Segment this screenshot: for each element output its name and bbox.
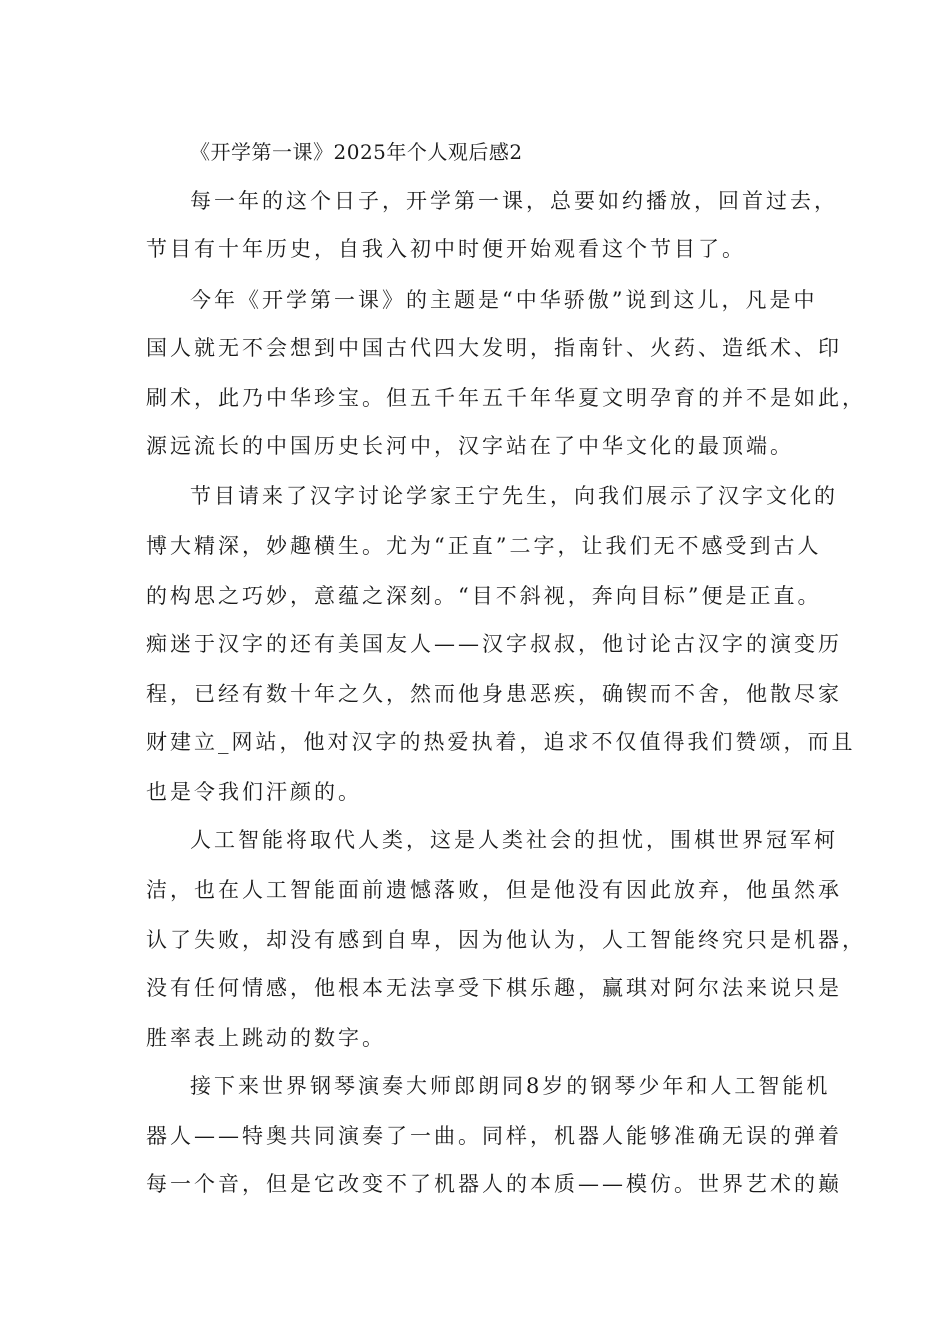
paragraph-5-line-2: 器人——特奥共同演奏了一曲。同样，机器人能够准确无误的弹着: [146, 1124, 842, 1148]
paragraph-4-line-2: 洁，也在人工智能面前遗憾落败，但是他没有因此放弃，他虽然承: [146, 878, 842, 902]
paragraph-3-line-2: 博大精深，妙趣横生。尤为“正直”二字，让我们无不感受到古人: [146, 534, 822, 558]
paragraph-3-line-5: 程，已经有数十年之久，然而他身患恶疾，确锲而不舍，他散尽家: [146, 682, 842, 706]
paragraph-3-line-6: 财建立_网站，他对汉字的热爱执着，追求不仅值得我们赞颂，而且: [146, 730, 856, 754]
paragraph-3-line-7: 也是令我们汗颜的。: [146, 780, 362, 804]
paragraph-3-line-1: 节目请来了汉字讨论学家王宁先生，向我们展示了汉字文化的: [190, 484, 838, 508]
paragraph-2-line-2: 国人就无不会想到中国古代四大发明，指南针、火药、造纸术、印: [146, 336, 842, 360]
paragraph-4-line-3: 认了失败，却没有感到自卑，因为他认为，人工智能终究只是机器，: [146, 928, 866, 952]
paragraph-1-line-2: 节目有十年历史，自我入初中时便开始观看这个节目了。: [146, 237, 746, 261]
paragraph-3-line-3: 的构思之巧妙，意蕴之深刻。“目不斜视，奔向目标”便是正直。: [146, 584, 822, 608]
paragraph-4-line-4: 没有任何情感，他根本无法享受下棋乐趣，赢琪对阿尔法来说只是: [146, 976, 842, 1000]
paragraph-2-line-3: 刷术，此乃中华珍宝。但五千年五千年华夏文明孕育的并不是如此，: [146, 386, 866, 410]
paragraph-5-line-1: 接下来世界钢琴演奏大师郎朗同8岁的钢琴少年和人工智能机: [190, 1074, 831, 1098]
paragraph-1-line-1: 每一年的这个日子，开学第一课，总要如约播放，回首过去，: [190, 189, 838, 213]
paragraph-2-line-4: 源远流长的中国历史长河中，汉字站在了中华文化的最顶端。: [146, 434, 794, 458]
paragraph-3-line-4: 痴迷于汉字的还有美国友人——汉字叔叔，他讨论古汉字的演变历: [146, 632, 842, 656]
paragraph-4-line-5: 胜率表上跳动的数字。: [146, 1026, 386, 1050]
paragraph-5-line-3: 每一个音，但是它改变不了机器人的本质——模仿。世界艺术的巅: [146, 1172, 842, 1196]
document-title: 《开学第一课》2025年个人观后感2: [190, 140, 523, 164]
paragraph-2-line-1: 今年《开学第一课》的主题是“中华骄傲”说到这儿，凡是中: [190, 288, 818, 312]
paragraph-4-line-1: 人工智能将取代人类，这是人类社会的担忧，围棋世界冠军柯: [190, 828, 838, 852]
